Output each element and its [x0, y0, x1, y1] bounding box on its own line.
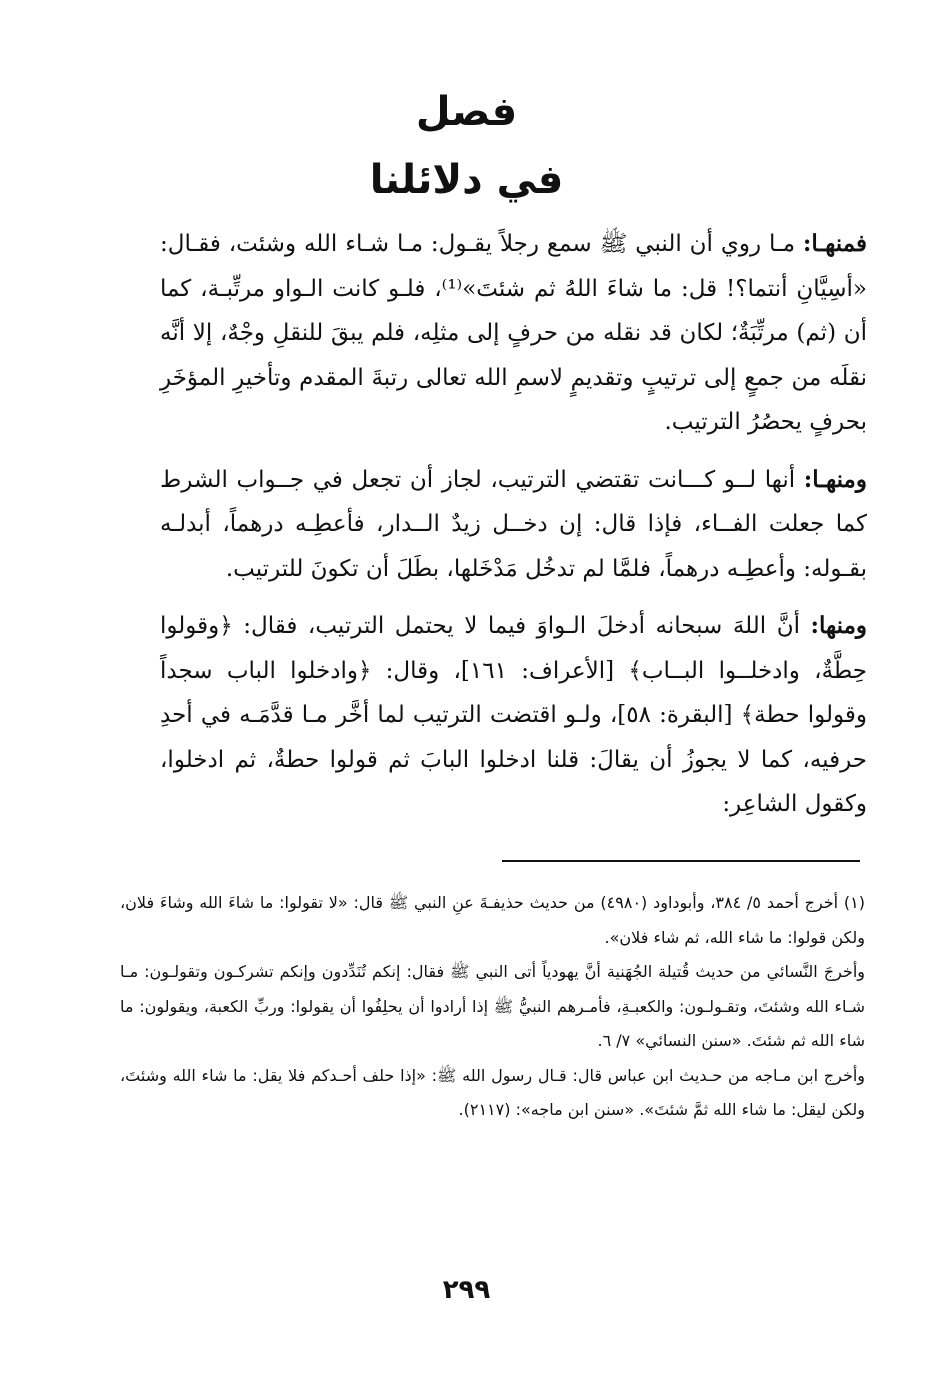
main-text [160, 222, 867, 827]
paragraph-2 [160, 458, 867, 592]
section-subtitle: في دلائلنا [369, 157, 564, 203]
footnote-3: وأخرج ابن مـاجه من حـديث ابن عباس قال: قـال رسول الله ﷺ: «إذا حلف أحـدكم فلا يقل: ما شاء الله وشئتَ، ولكن ليقل: ما شاء الله ثمَّ شئتَ». «سنن ابن ماجه»: (٢١١٧). [120, 1065, 865, 1119]
paragraph-lead: فمنهـا: [802, 230, 867, 257]
paragraph-lead: ومنهـا: [803, 465, 867, 493]
paragraph-lead: ومنها: [810, 612, 867, 639]
footnote-2: وأخرجَ النَّسائي من حديث قُتيلة الجُهَنية أنَّ يهودياً أتى النبي ﷺ فقال: إنكم تُنَدِّدون وإنكم تشركـون وتقولـون: مـا شـاء الله وشئتَ، وتقـولـون: والكعبـةِ، فأمـرهم النبيُّ ﷺ إذا أرادوا أن يحلِفُوا أن يقولوا: وربِّ الكعبة، ويقولون: ما شاء الله ثم شئتَ. «سنن النسائي» ٧/ ٦. [120, 962, 865, 1050]
paragraph-text: مـا روي أن النبي ﷺ سمع رجلاً يقـول: مـا شـاء الله وشئت، فقـال: «أسِيَّانِ أنتما؟! قل: ما شاءَ اللهُ ثم شئتَ»⁽¹⁾، فلـو كانت الـواو مرتِّبـة، كما أن (ثم) مرتِّبَةٌ؛ لكان قد نقله من حرفٍ إلى مثلِه، فلم يبقَ للنقلِ وجْهٌ، إلا أنَّه نقلَه من جمعٍ إلى ترتيبٍ وتقديمٍ لاسمِ الله تعالى رتبةَ المقدم وتأخيرِ المؤخَرِ بحرفٍ يحصُرُ الترتيب. [160, 231, 867, 435]
footnotes [120, 886, 865, 1128]
paragraph-1 [160, 222, 867, 445]
footnote-1: (١) أخرج أحمد ٥/ ٣٨٤، وأبوداود (٤٩٨٠) من حديث حذيفـةَ عنِ النبي ﷺ قال: «لا تقولوا: ما شاءَ الله وشاءَ فلان، ولكن قولوا: ما شاء الله، ثم شاء فلان». [120, 893, 866, 947]
page-number: ٢٩٩ [442, 1275, 491, 1305]
paragraph-3 [160, 604, 867, 827]
footnote-divider [502, 860, 860, 862]
paragraph-text: أنها لــو كـــانت تقتضي الترتيب، لجاز أن تجعل في جــواب الشرط كما جعلت الفــاء، فإذا قال: إن دخــل زيدٌ الــدار، فأعطِـه درهماً، أبدلـه بقـوله: وأعطِـه درهماً، فلمَّا لم تدخُل مَدْخَلها، بطَلَ أن تكونَ للترتيب. [160, 466, 867, 582]
paragraph-text: أنَّ اللهَ سبحانه أدخلَ الـواوَ فيما لا يحتمل الترتيب، فقال: ﴿وقولوا حِطَّةٌ، وادخلــوا البــاب﴾ [الأعراف: ١٦١]، وقال: ﴿وادخلوا الباب سجداً وقولوا حطة﴾ [البقرة: ٥٨]، ولـو اقتضت الترتيب لما أخَّر مـا قدَّمَـه في أحدِ حرفيه، كما لا يجوزُ أن يقالَ: قلنا ادخلوا البابَ ثم قولوا حطةٌ، ثم ادخلوا، وكقول الشاعِر: [160, 613, 867, 817]
section-title: فصل [415, 89, 518, 135]
